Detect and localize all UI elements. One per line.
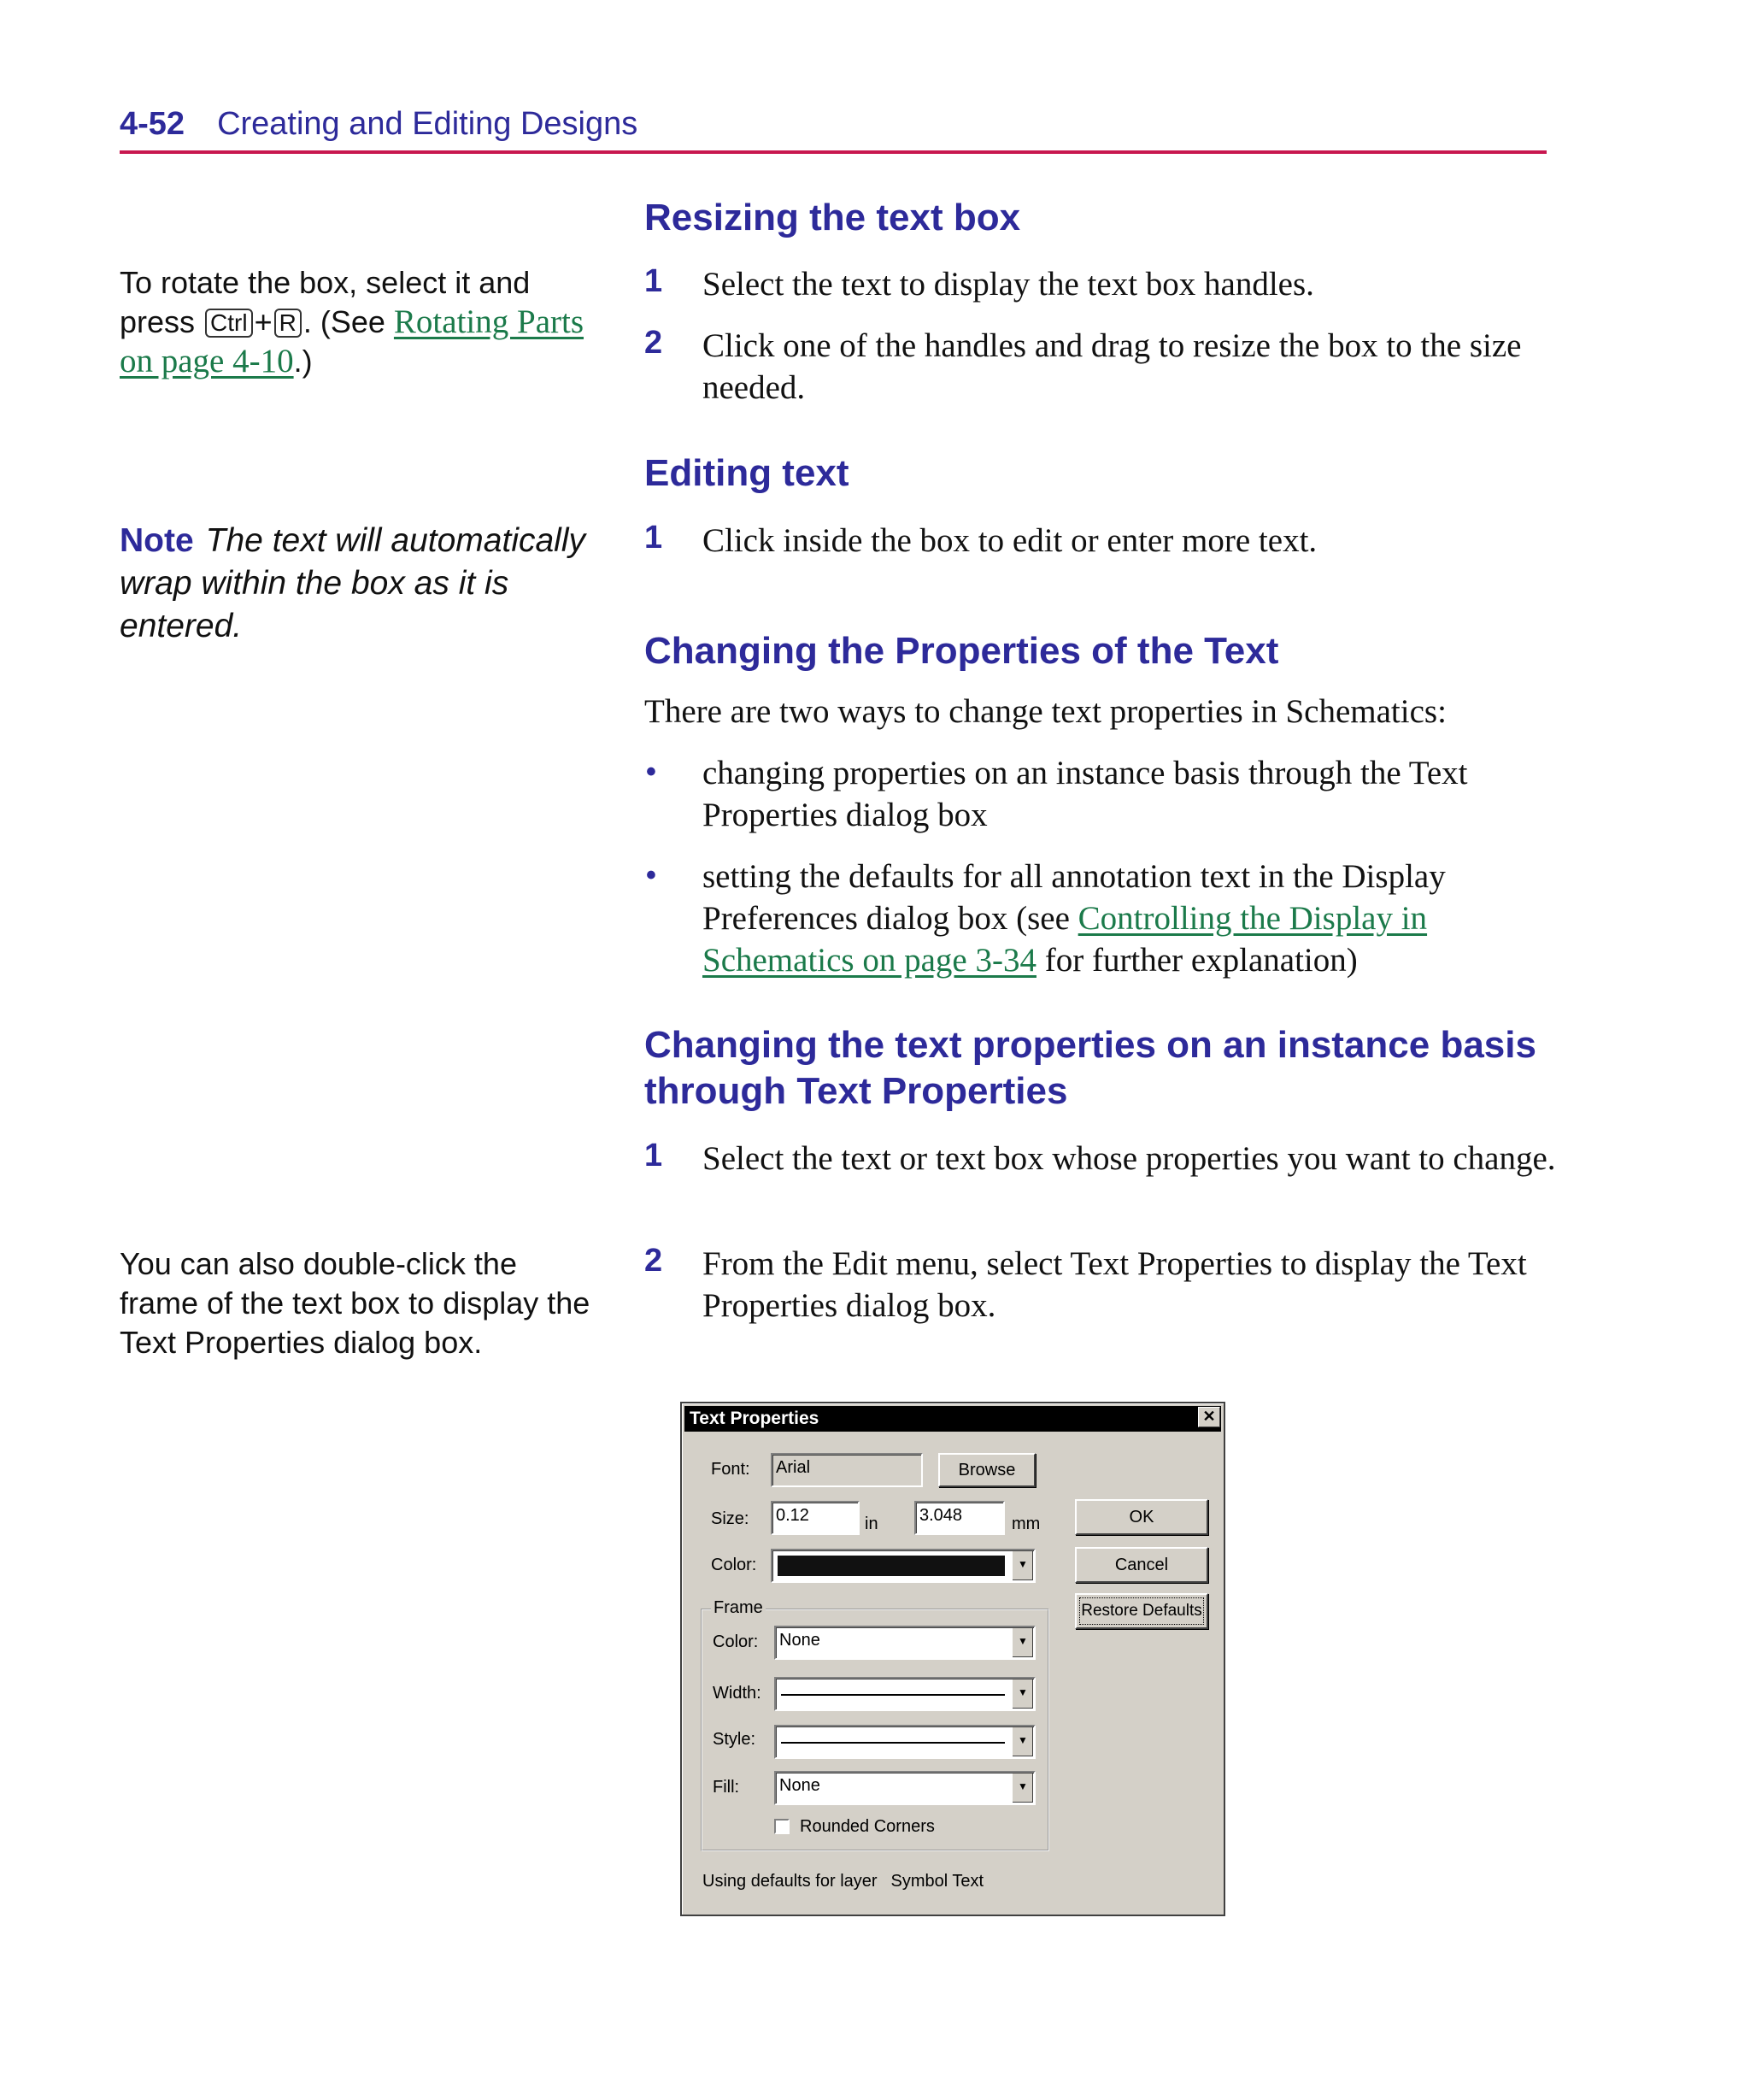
r-key: R [274,309,302,338]
width-label: Width: [713,1684,761,1703]
step-number: 1 [644,263,663,299]
step-text: Select the text to display the text box handles. [702,266,1314,303]
mm-unit: mm [1012,1515,1041,1533]
step-number: 2 [644,1243,663,1279]
step-number: 2 [644,325,663,361]
step-number: 1 [644,1138,663,1174]
rotate-tip-end: .) [293,344,313,379]
font-field[interactable]: Arial [771,1453,923,1487]
frame-color-label: Color: [713,1632,759,1651]
browse-button[interactable]: Browse [938,1453,1036,1487]
note-text: The text will automatically wrap within the box as it is entered. [120,522,586,644]
rounded-corners-label: Rounded Corners [800,1817,935,1836]
bullet-text-pre: setting the defaults for all annotation text in the Display Preferences dialog box (see [702,858,1446,937]
size-label: Size: [711,1509,749,1528]
line-style-sample [781,1742,1005,1744]
heading-changing-properties: Changing the Properties of the Text [644,630,1279,672]
dialog-title-bar [684,1406,1221,1432]
dropdown-arrow-icon[interactable]: ▼ [1012,1628,1033,1657]
rotate-tip-mid: . (See [302,304,394,339]
status-prefix: Using defaults for layer [702,1872,878,1891]
plus-sign: + [254,304,273,339]
status-text [702,1872,984,1891]
note-label: Note [120,522,194,559]
bullet-text [702,856,1557,981]
close-icon[interactable]: ✕ [1198,1407,1220,1427]
dropdown-arrow-icon[interactable]: ▼ [1012,1774,1033,1803]
font-label: Font: [711,1460,750,1479]
style-label: Style: [713,1730,756,1749]
rotating-parts-link[interactable]: Rotating Parts on page 4-10 [120,303,584,379]
sidebar-rotate-tip [120,263,598,381]
dialog-title: Text Properties [690,1409,819,1428]
color-swatch [778,1556,1005,1576]
rotate-tip-text: To rotate the box, select it and press [120,265,531,339]
bullet-text-post: for further explanation) [1036,942,1358,979]
ctrl-key: Ctrl [205,309,253,338]
sidebar-note [120,520,598,648]
heading-instance-basis: Changing the text properties on an instance basis through Text Properties [644,1024,1536,1112]
cancel-button[interactable]: Cancel [1075,1547,1208,1583]
bullet-text: changing properties on an instance basis through the Text Properties dialog box [702,755,1468,833]
frame-width-dropdown[interactable] [774,1677,1036,1711]
heading-resizing: Resizing the text box [644,197,1021,238]
step-text: From the Edit menu, select Text Properties to display the Text Properties dialog box. [702,1245,1527,1324]
fill-value: None [779,1776,820,1795]
header-rule [120,150,1547,154]
dropdown-arrow-icon[interactable]: ▼ [1012,1679,1033,1709]
text-color-dropdown[interactable] [771,1549,1036,1583]
frame-style-dropdown[interactable] [774,1725,1036,1759]
status-layer: Symbol Text [890,1872,984,1891]
controlling-display-link[interactable]: Controlling the Display in Schematics on page 3-34 [702,900,1428,979]
rounded-corners-checkbox[interactable] [774,1819,790,1834]
chapter-title: Creating and Editing Designs [217,106,638,142]
dropdown-arrow-icon[interactable]: ▼ [1012,1551,1033,1580]
frame-legend: Frame [711,1598,766,1618]
fill-dropdown[interactable] [774,1771,1036,1805]
bullet-glyph: • [646,859,656,891]
color-label: Color: [711,1556,757,1574]
frame-color-value: None [779,1631,820,1650]
restore-defaults-button[interactable]: Restore Defaults [1075,1593,1208,1629]
fill-label: Fill: [713,1778,740,1797]
frame-color-dropdown[interactable] [774,1626,1036,1660]
heading-editing: Editing text [644,452,849,494]
page-number: 4-52 [120,106,185,142]
dropdown-arrow-icon[interactable]: ▼ [1012,1727,1033,1756]
step-text: Select the text or text box whose properties you want to change. [702,1140,1556,1177]
text-properties-dialog [680,1402,1225,1916]
line-width-sample [781,1694,1005,1696]
sidebar-double-click-tip: You can also double-click the frame of the text box to display the Text Properties dialog box. [120,1246,590,1360]
size-mm-input[interactable]: 3.048 [914,1501,1005,1535]
size-inches-input[interactable]: 0.12 [771,1501,860,1535]
ok-button[interactable]: OK [1075,1499,1208,1535]
step-text: Click inside the box to edit or enter more text. [702,522,1318,559]
step-number: 1 [644,520,663,556]
step-text: Click one of the handles and drag to resize the box to the size needed. [702,327,1522,406]
inches-unit: in [865,1515,878,1533]
bullet-glyph: • [646,756,656,788]
changing-intro: There are two ways to change text properties in Schematics: [644,693,1447,730]
running-header [120,106,637,143]
